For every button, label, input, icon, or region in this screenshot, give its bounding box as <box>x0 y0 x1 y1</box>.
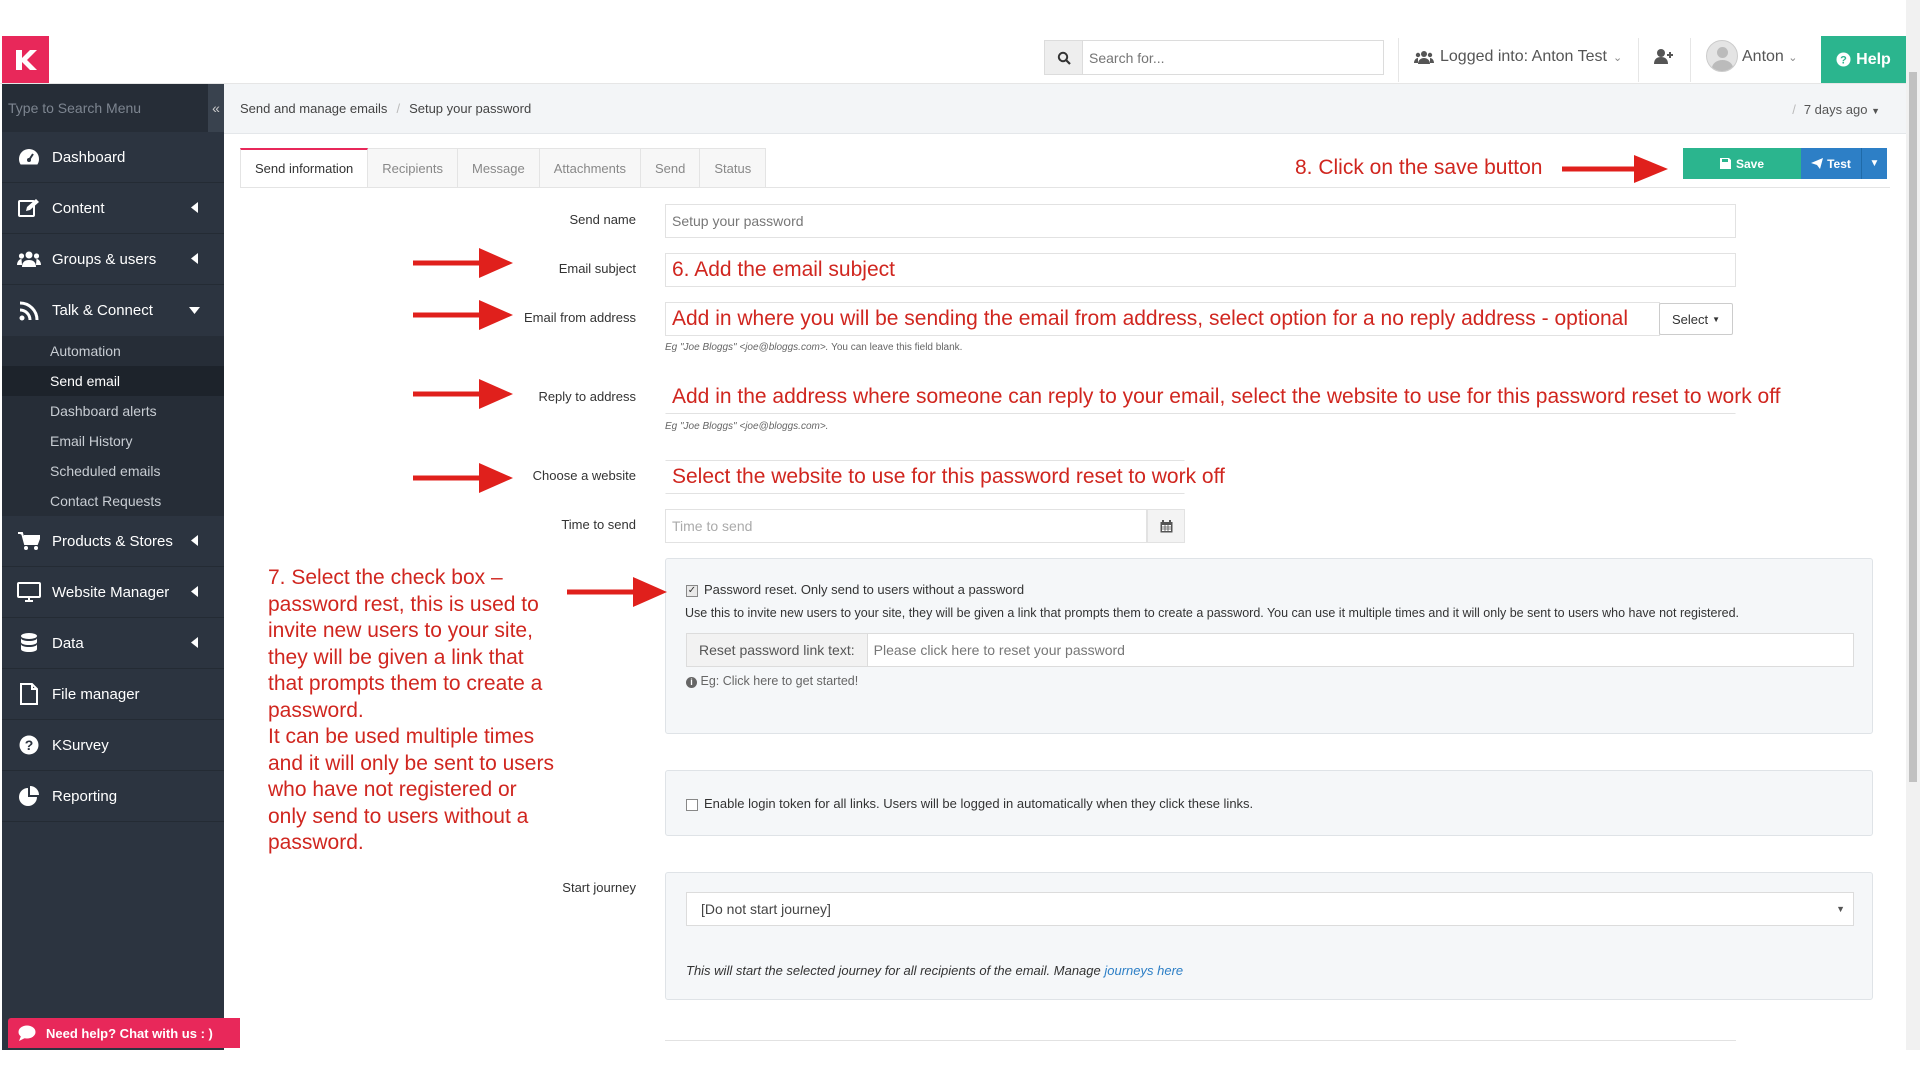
sidebar-item-ksurvey[interactable] <box>2 720 224 771</box>
tab-divider <box>240 187 1890 188</box>
menu-search-placeholder: Type to Search Menu <box>8 100 142 116</box>
info-icon: i <box>686 677 697 688</box>
arrow-icon <box>413 300 513 330</box>
from-select-dropdown[interactable] <box>1659 303 1733 335</box>
tab-recipients[interactable]: Recipients <box>368 148 458 188</box>
annotation-line: password. <box>268 831 364 854</box>
caret-down-icon: ▼ <box>1869 158 1880 169</box>
file-icon <box>16 683 42 705</box>
sidebar-item-label: Groups & users <box>52 250 157 268</box>
search-icon[interactable] <box>1045 41 1083 74</box>
action-buttons <box>1683 148 1887 179</box>
sidebar <box>2 84 224 1050</box>
users-icon <box>1414 50 1434 65</box>
sidebar-item-label: Reporting <box>52 787 118 805</box>
page-scrollbar[interactable] <box>1906 0 1920 1050</box>
tab-status[interactable]: Status <box>700 148 766 188</box>
sidebar-item-groups-users[interactable] <box>2 234 224 285</box>
sidebar-item-reporting[interactable] <box>2 771 224 822</box>
annotation-line: that prompts them to create a <box>268 672 543 695</box>
talk-connect-submenu <box>2 336 224 516</box>
chevron-down-icon: ⌄ <box>1612 51 1623 64</box>
sidebar-item-website-manager[interactable] <box>2 567 224 618</box>
email-from-input[interactable]: Add in where you will be sending the email from address, select option for a no reply address - optional <box>665 302 1660 336</box>
annotation-step-8: 8. Click on the save button <box>1295 156 1543 179</box>
user-name: Anton <box>1742 48 1784 65</box>
sidebar-item-content[interactable] <box>2 183 224 234</box>
annotation-line: 7. Select the check box – <box>268 566 503 589</box>
save-label: Save <box>1735 156 1765 171</box>
user-menu[interactable] <box>1742 48 1797 66</box>
from-hint-example: Eg "Joe Bloggs" <joe@bloggs.com>. <box>665 342 829 353</box>
reset-link-hint-text: Eg: Click here to get started! <box>700 674 859 688</box>
from-select-label: Select <box>1672 311 1709 327</box>
sidebar-subitem-automation[interactable]: Automation <box>50 343 121 359</box>
sidebar-item-label: Talk & Connect <box>52 302 153 319</box>
floppy-icon <box>1720 158 1731 169</box>
cart-icon <box>16 530 42 552</box>
question-icon <box>16 734 42 756</box>
choose-website-select[interactable]: Select the website to use for this password reset to work off <box>665 460 1185 494</box>
last-updated[interactable]: / 7 days ago ▼ <box>1792 102 1880 117</box>
sidebar-item-label: Website Manager <box>52 583 170 601</box>
reset-link-hint <box>686 674 858 688</box>
menu-search[interactable] <box>2 84 224 132</box>
sidebar-item-label: File manager <box>52 685 140 703</box>
double-chevron-left-icon: « <box>212 100 220 116</box>
sidebar-subitem-dashboard-alerts[interactable]: Dashboard alerts <box>50 403 157 419</box>
breadcrumb <box>224 84 1906 134</box>
sidebar-item-label: KSurvey <box>52 736 109 754</box>
collapse-sidebar-button[interactable] <box>208 84 224 132</box>
reset-link-text-input[interactable]: Please click here to reset your password <box>873 642 1125 658</box>
svg-text:?: ? <box>24 737 34 753</box>
send-name-input[interactable]: Setup your password <box>665 204 1736 238</box>
chat-widget-button[interactable] <box>8 1018 248 1048</box>
login-token-label: Enable login token for all links. Users will be logged in automatically when they click these links. <box>704 796 1254 811</box>
tab-send[interactable]: Send <box>641 148 700 188</box>
sidebar-item-label: Products & Stores <box>52 532 173 550</box>
arrow-icon <box>413 463 513 493</box>
annotation-line: who have not registered or <box>268 778 517 801</box>
arrow-icon <box>413 379 513 409</box>
annotation-line: invite new users to your site, <box>268 619 533 642</box>
caret-left-icon <box>191 202 198 213</box>
test-button[interactable] <box>1801 148 1861 179</box>
password-reset-checkbox[interactable]: ✓ <box>687 585 697 597</box>
users-icon <box>16 248 42 270</box>
database-icon <box>16 632 42 654</box>
choose-website-label: Choose a website <box>532 468 636 483</box>
test-label: Test <box>1827 156 1851 171</box>
sidebar-subitem-email-history[interactable]: Email History <box>50 433 133 449</box>
password-reset-description: Use this to invite new users to your site, they will be given a link that prompts them to create a password. You can use it multiple times and it will only be sent to users who have not registered. <box>685 606 1740 620</box>
reset-link-text-label: Reset password link text: <box>687 634 868 666</box>
time-to-send-input[interactable]: Time to send <box>665 509 1147 543</box>
caret-down-icon: ▼ <box>1712 314 1721 324</box>
arrow-icon <box>413 248 513 278</box>
start-journey-select[interactable] <box>686 892 1854 926</box>
help-button[interactable] <box>1821 36 1906 83</box>
start-journey-label: Start journey <box>562 880 636 895</box>
monitor-icon <box>16 581 42 603</box>
reply-to-label: Reply to address <box>538 389 636 404</box>
rss-icon <box>16 300 42 322</box>
caret-left-icon <box>191 535 198 546</box>
password-reset-label: Password reset. Only send to users without a password <box>704 582 1025 597</box>
tab-send-information[interactable]: Send information <box>240 148 368 188</box>
time-to-send-label: Time to send <box>561 517 636 532</box>
chat-label: Need help? Chat with us : ) <box>46 1025 213 1041</box>
reply-hint <box>665 421 828 432</box>
edit-icon <box>16 197 42 219</box>
sidebar-item-label: Content <box>52 199 105 217</box>
send-icon <box>1811 158 1823 169</box>
caret-left-icon <box>191 637 198 648</box>
reply-hint-example: Eg "Joe Bloggs" <joe@bloggs.com>. <box>665 421 829 432</box>
journey-note <box>686 963 1183 978</box>
arrow-icon <box>1562 155 1668 183</box>
tab-attachments[interactable]: Attachments <box>540 148 641 188</box>
caret-down-icon <box>189 307 200 314</box>
sidebar-item-dashboard[interactable] <box>2 132 224 183</box>
account-switcher[interactable] <box>1414 48 1622 66</box>
email-subject-label: Email subject <box>558 261 636 276</box>
question-circle-icon <box>1836 52 1851 67</box>
brand-logo[interactable] <box>2 36 49 83</box>
save-button[interactable] <box>1683 148 1801 179</box>
password-reset-option[interactable] <box>686 582 1024 597</box>
caret-left-icon <box>191 253 198 264</box>
breadcrumb-separator: / <box>396 101 401 116</box>
login-token-option[interactable] <box>686 796 1253 811</box>
caret-left-icon <box>191 586 198 597</box>
sidebar-item-products-stores[interactable] <box>2 516 224 567</box>
sidebar-item-talk-connect[interactable] <box>2 285 224 336</box>
annotation-line: password. <box>268 698 364 722</box>
logged-in-label: Logged into: Anton Test <box>1440 48 1607 65</box>
sidebar-item-label: Data <box>52 634 84 652</box>
svg-text:?: ? <box>1840 54 1848 67</box>
last-updated-value: 7 days ago <box>1803 102 1868 117</box>
dashboard-icon <box>16 146 42 168</box>
annotation-line: and it will only be sent to users <box>268 751 554 775</box>
next-field-edge <box>665 1040 1736 1050</box>
start-journey-value: [Do not start journey] <box>701 901 831 917</box>
breadcrumb-current: Setup your password <box>409 101 532 116</box>
sidebar-item-label: Dashboard <box>52 148 126 166</box>
annotation-line: It can be used multiple times <box>268 725 535 748</box>
scrollbar-thumb[interactable] <box>1909 72 1917 782</box>
sidebar-subitem-contact-requests[interactable]: Contact Requests <box>50 493 162 509</box>
tab-message[interactable]: Message <box>458 148 540 188</box>
login-token-checkbox[interactable] <box>686 799 698 811</box>
calendar-icon[interactable] <box>1147 509 1185 543</box>
sidebar-item-file-manager[interactable] <box>2 669 224 720</box>
email-from-label: Email from address <box>524 310 636 325</box>
journeys-link[interactable]: journeys here <box>1104 963 1184 978</box>
annotation-line: they will be given a link that <box>268 645 524 669</box>
caret-down-icon: ▼ <box>1836 904 1845 914</box>
arrow-icon <box>567 577 667 607</box>
journey-note-text: This will start the selected journey for all recipients of the email. Manage <box>686 963 1101 978</box>
test-options-dropdown[interactable] <box>1861 148 1887 179</box>
from-hint-rest: You can leave this field blank. <box>828 342 963 353</box>
add-user-icon[interactable] <box>1654 48 1674 69</box>
annotation-line: password rest, this is used to <box>268 592 539 616</box>
sidebar-item-data[interactable] <box>2 618 224 669</box>
avatar[interactable] <box>1706 40 1738 72</box>
tab-bar <box>240 148 766 188</box>
annotation-line: only send to users without a <box>268 804 529 828</box>
help-label: Help <box>1856 50 1891 68</box>
pie-icon <box>16 785 42 807</box>
annotation-step-7 <box>268 565 554 857</box>
breadcrumb-parent[interactable]: Send and manage emails <box>240 101 388 116</box>
search-input[interactable] <box>1083 41 1383 74</box>
reset-link-text-group <box>686 633 1854 667</box>
global-search[interactable] <box>1044 40 1384 75</box>
chat-bubble-icon <box>18 1025 36 1041</box>
top-bar <box>0 0 1906 84</box>
chevron-down-icon: ⌄ <box>1788 52 1798 64</box>
send-name-label: Send name <box>569 212 636 227</box>
sidebar-subitem-send-email[interactable]: Send email <box>2 366 224 396</box>
email-subject-input[interactable]: 6. Add the email subject <box>665 253 1736 287</box>
sidebar-subitem-scheduled-emails[interactable]: Scheduled emails <box>50 463 161 479</box>
reply-to-input[interactable]: Add in the address where someone can reply to your email, select the website to use for this password reset to work off <box>665 380 1736 414</box>
caret-down-icon: ▼ <box>1871 106 1880 116</box>
from-hint <box>665 342 962 353</box>
